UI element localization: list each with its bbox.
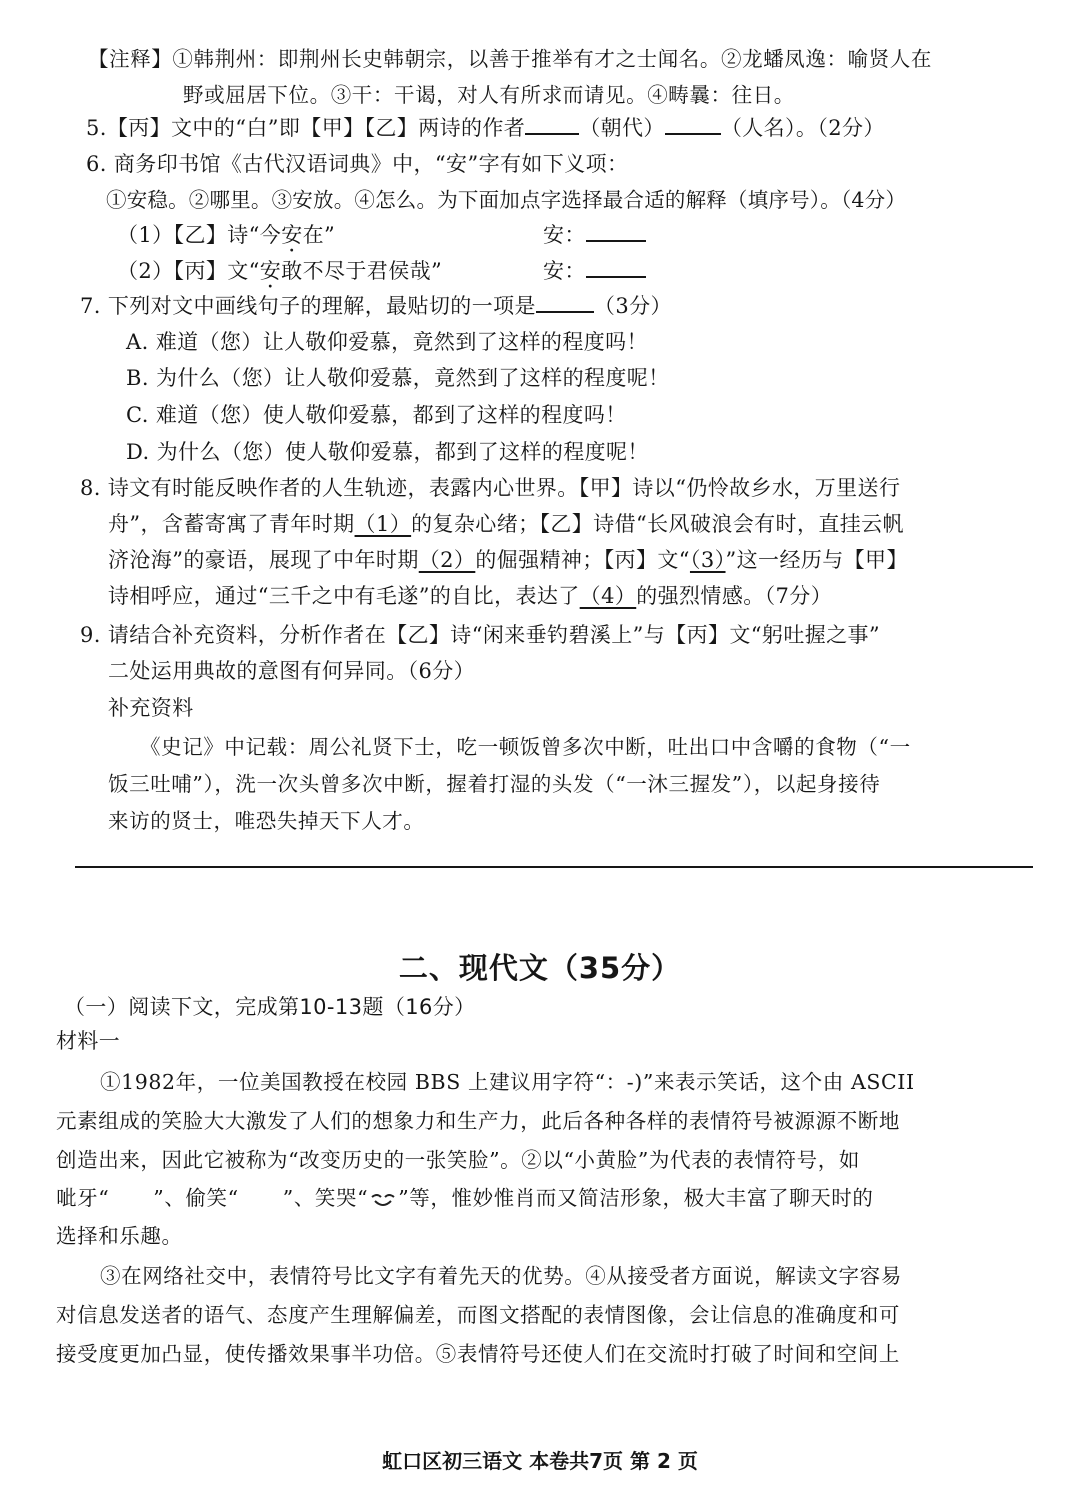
q5-blank-dynasty <box>525 113 579 135</box>
q5-mid2: （人名）。（2分） <box>720 116 885 140</box>
material-1-label: 材料一 <box>56 1029 121 1053</box>
q6-answer-2-blank <box>586 256 646 278</box>
para-line-4 <box>56 1183 874 1213</box>
para-line-8: 接受度更加凸显，使传播效果事半功倍。⑤表情符号还使人们在交流时打破了时间和空间上 <box>56 1342 900 1366</box>
q5-mid1: （朝代） <box>579 116 665 140</box>
q8-l4b: 的强烈情感。（7分） <box>636 584 833 608</box>
q8-l3a: 济沧海”的豪语，展现了中年时期 <box>108 548 419 572</box>
section-divider <box>75 866 1033 868</box>
para-line-1: ①1982年，一位美国教授在校园 BBS 上建议用字符“：-)”来表示笑话，这个由 ASCII <box>100 1070 915 1094</box>
grin-emoji-icon <box>109 1190 153 1210</box>
q6-answer-1 <box>543 220 646 250</box>
para-line-6: ③在网络社交中，表情符号比文字有着先天的优势。④从接受者方面说，解读文字容易 <box>100 1264 902 1288</box>
q7-choice-b: B. 为什么（您）让人敬仰爱慕，竟然到了这样的程度呢！ <box>126 366 670 390</box>
question-5 <box>86 113 885 143</box>
q6-answer-2 <box>543 256 646 286</box>
tears-of-joy-emoji-icon <box>368 1190 398 1210</box>
q9-line-2: 二处运用典故的意图有何异同。（6分） <box>108 659 476 683</box>
q8-l3c: ”这一经历与【甲】 <box>725 548 908 572</box>
q8-l4a: 诗相呼应，通过“三千之中有毛遂”的自比，表达了 <box>108 584 580 608</box>
q9-supplement-line-2: 饭三吐哺”），洗一次头曾多次中断，握着打湿的头发（“一沐三握发”），以起身接待 <box>108 772 881 796</box>
q6-answer-1-label: 安： <box>543 223 586 247</box>
q9-supplement-line-3: 来访的贤士，唯恐失掉天下人才。 <box>108 809 425 833</box>
section-2-subtitle: （一）阅读下文，完成第10-13题（16分） <box>64 995 476 1019</box>
q9-supplement-line-1: 《史记》中记载：周公礼贤下士，吃一顿饭曾多次中断，吐出口中含嚼的食物（“一 <box>140 735 911 759</box>
para-line-5: 选择和乐趣。 <box>56 1224 183 1248</box>
annotation-line-2: 野或屈居下位。③干：干谒，对人有所求而请见。④畴曩：往日。 <box>183 83 795 107</box>
q6-sub-2 <box>117 256 442 286</box>
q7-choice-c: C. 难道（您）使人敬仰爱慕，都到了这样的程度吗！ <box>126 403 627 427</box>
q6-sub-1 <box>117 220 335 250</box>
q6-sub2-dotted-char: 安 <box>259 259 282 283</box>
q6-sub1-pre: （1）【乙】诗“今 <box>117 223 282 247</box>
p4d: ”等，惟妙惟肖而又简洁形象，极大丰富了聊天时的 <box>398 1186 874 1210</box>
q8-blank-4: （4） <box>579 584 637 608</box>
question-7 <box>80 291 672 321</box>
q7-score: （3分） <box>593 294 672 318</box>
q5-prefix: 5.【丙】文中的“白”即【甲】【乙】两诗的作者 <box>86 116 526 140</box>
q9-line-1: 9. 请结合补充资料，分析作者在【乙】诗“闲来垂钓碧溪上”与【丙】文“躬吐握之事” <box>80 623 881 647</box>
q7-stem: 7. 下列对文中画线句子的理解，最贴切的一项是 <box>80 294 536 318</box>
q6-sub1-post: 在” <box>302 223 336 247</box>
q5-blank-name <box>665 113 721 135</box>
p4a: 呲牙“ <box>56 1186 110 1210</box>
section-2-title: 二、现代文（35分） <box>398 951 682 985</box>
q7-choice-a: A. 难道（您）让人敬仰爱慕，竟然到了这样的程度吗！ <box>126 330 648 354</box>
q6-sub1-dotted-char: 安 <box>281 223 303 247</box>
q6-sub2-pre: （2）【丙】文“ <box>117 259 260 283</box>
q8-line-3 <box>108 545 908 575</box>
annotation-line-1: 【注释】①韩荆州：即荆州长史韩朝宗，以善于推举有才之士闻名。②龙蟠凤逸：喻贤人在 <box>88 47 932 71</box>
q6-sub2-post: 敢不尽于君侯哉” <box>281 259 443 283</box>
q9-supplement-title: 补充资料 <box>108 696 194 720</box>
p4b: ”、偷笑“ <box>153 1186 239 1210</box>
para-line-3: 创造出来，因此它被称为“改变历史的一张笑脸”。②以“小黄脸”为代表的表情符号，如 <box>56 1148 860 1172</box>
p4c: ”、笑哭“ <box>282 1186 369 1210</box>
q8-line-4 <box>108 581 832 611</box>
q8-blank-2: （2） <box>418 548 476 572</box>
q8-l2b: 的复杂心绪；【乙】诗借“长风破浪会有时，直挂云帆 <box>411 512 904 536</box>
page-footer: 虹口区初三语文 本卷共7页 第 2 页 <box>382 1449 698 1473</box>
q8-l2a: 舟”，含蓄寄寓了青年时期 <box>108 512 355 536</box>
q8-l3b: 的倔强精神；【丙】文“ <box>475 548 690 572</box>
question-6-stem: 6. 商务印书馆《古代汉语词典》中，“安”字有如下义项： <box>86 152 629 176</box>
q7-choice-d: D. 为什么（您）使人敬仰爱慕，都到了这样的程度呢！ <box>126 440 649 464</box>
q6-answer-1-blank <box>586 220 646 242</box>
question-6-options: ①安稳。②哪里。③安放。④怎么。为下面加点字选择最合适的解释（填序号）。（4分） <box>106 188 907 212</box>
q8-line-1: 8. 诗文有时能反映作者的人生轨迹，表露内心世界。【甲】诗以“仍怜故乡水，万里送行 <box>80 476 901 500</box>
q6-answer-2-label: 安： <box>543 259 586 283</box>
q8-line-2 <box>108 509 904 539</box>
q8-blank-1: （1） <box>354 512 412 536</box>
snicker-emoji-icon <box>239 1190 283 1210</box>
q7-blank <box>536 291 594 313</box>
para-line-7: 对信息发送者的语气、态度产生理解偏差，而图文搭配的表情图像，会让信息的准确度和可 <box>56 1303 900 1327</box>
para-line-2: 元素组成的笑脸大大激发了人们的想象力和生产力，此后各种各样的表情符号被源源不断地 <box>56 1109 900 1133</box>
q8-blank-3: （3） <box>689 548 726 572</box>
